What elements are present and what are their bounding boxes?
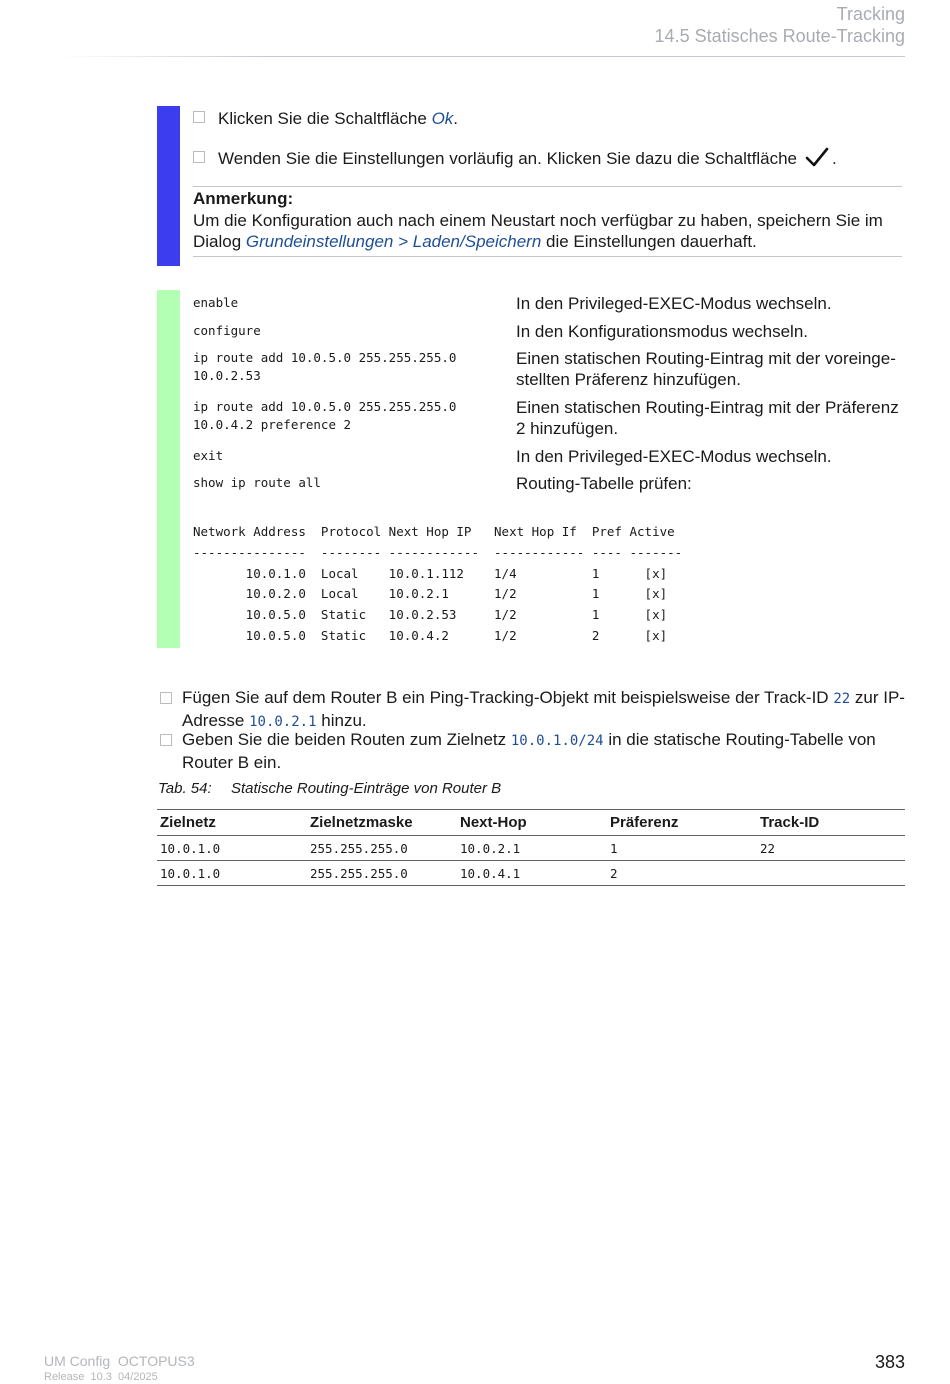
column-header: Zielnetzmaske — [307, 810, 457, 836]
table-cell: 10.0.1.0 — [157, 861, 307, 886]
step-text: Wenden Sie die Einstellungen vorläufig an. Klicken Sie dazu die Schaltfläche — [218, 149, 797, 168]
table-header-row — [157, 810, 905, 836]
cli-command: exit — [193, 448, 224, 463]
note-rule-top — [193, 186, 902, 187]
checkbox-bullet-icon — [193, 151, 205, 163]
running-header — [655, 3, 905, 47]
table-cell — [757, 861, 905, 886]
cli-description: Einen statischen Routing-Eintrag mit der voreinge-stellten Präferenz hinzufügen. — [516, 349, 896, 389]
page-number: 383 — [874, 1352, 905, 1372]
column-header: Präferenz — [607, 810, 757, 836]
cli-description: In den Privileged-EXEC-Modus wechseln. — [516, 294, 832, 313]
table-row — [157, 836, 905, 861]
table-cell: 2 — [607, 861, 757, 886]
step-suffix: . — [453, 109, 459, 128]
step-apply — [193, 147, 837, 173]
route-table-output: Network Address Protocol Next Hop IP Next Hop If Pref Active --------------- -------- ------------ ------------ ---- ------- 10.0.1.0 Local 10.0.1.112 1/4 1 [x] 10.0.2.0 Local 10.0.2.1 1/2 1 [x] 10.0.5.0 Static 10.0.2.53 1/2 1 [x] 10.0.5.0 Static 10.0.4.2 1/2 2 [x] — [193, 524, 683, 643]
ip-address-link[interactable]: 10.0.2.1 — [249, 714, 317, 730]
table-caption — [158, 779, 501, 799]
cli-command: ip route add 10.0.5.0 255.255.255.0 10.0.4.2 preference 2 — [193, 399, 457, 432]
cli-command: ip route add 10.0.5.0 255.255.255.0 10.0.2.53 — [193, 350, 457, 383]
checkbox-bullet-icon — [160, 692, 172, 704]
static-routes-table — [157, 809, 905, 886]
table-cell: 10.0.1.0 — [157, 836, 307, 861]
footer-doc-info — [44, 1353, 195, 1384]
item-text: Fügen Sie auf dem Router B ein Ping-Tracking-Objekt mit beispielsweise der Track-ID 22 zur IP-Adresse 10.0.2.1 hinzu. — [182, 688, 905, 730]
checkbox-bullet-icon — [160, 734, 172, 746]
column-header: Track-ID — [757, 810, 905, 836]
table-cell: 255.255.255.0 — [307, 836, 457, 861]
item-text: Geben Sie die beiden Routen zum Zielnetz 10.0.1.0/24 in die statische Routing-Tabelle von Router B ein. — [182, 730, 876, 772]
table-cell: 10.0.2.1 — [457, 836, 607, 861]
header-section: 14.5 Statisches Route-Tracking — [654, 26, 905, 46]
column-header: Next-Hop — [457, 810, 607, 836]
instruction-note-block — [157, 106, 905, 266]
header-rule — [60, 56, 905, 57]
table-cell: 1 — [607, 836, 757, 861]
note-title: Anmerkung: — [193, 189, 294, 208]
ok-link[interactable]: Ok — [431, 109, 454, 128]
note-rule-bottom — [193, 256, 902, 257]
list-item-routes — [158, 729, 908, 773]
list-item-tracking-object — [158, 687, 908, 733]
settings-dialog-link[interactable]: Grundeinstellungen > Laden/Speichern — [245, 232, 542, 251]
table-cell: 22 — [757, 836, 905, 861]
cli-description: In den Konfigurationsmodus wechseln. — [516, 322, 809, 341]
note-accent-bar — [157, 106, 180, 266]
step-click-ok — [193, 108, 458, 130]
cli-command: show ip route all — [193, 475, 321, 490]
footer-release: Release 10.3 04/2025 — [44, 1371, 158, 1383]
track-id-link[interactable]: 22 — [833, 691, 851, 707]
cli-description: In den Privileged-EXEC-Modus wechseln. — [516, 447, 832, 466]
step-suffix: . — [832, 149, 837, 168]
checkmark-icon[interactable] — [805, 147, 829, 173]
cli-command: enable — [193, 295, 239, 310]
cli-accent-bar — [157, 290, 180, 648]
step-text: Klicken Sie die Schaltfläche — [218, 109, 432, 128]
cli-command: configure — [193, 323, 261, 338]
checkbox-bullet-icon — [193, 111, 205, 123]
target-network-link[interactable]: 10.0.1.0/24 — [510, 733, 604, 749]
footer-doc-title: UM Config OCTOPUS3 — [44, 1353, 195, 1369]
cli-block — [157, 290, 905, 648]
table-cell: 255.255.255.0 — [307, 861, 457, 886]
caption-label: Tab. 54: — [158, 780, 212, 797]
header-chapter: Tracking — [836, 4, 905, 24]
caption-text: Statische Routing-Einträge von Router B — [231, 780, 502, 797]
table-cell: 10.0.4.1 — [457, 861, 607, 886]
table-row — [157, 861, 905, 886]
column-header: Zielnetz — [157, 810, 307, 836]
cli-description: Einen statischen Routing-Eintrag mit der Präferenz 2 hinzufügen. — [516, 398, 899, 438]
note-text: Um die Konfiguration auch nach einem Neustart noch verfügbar zu haben, speichern Sie im Dialog Grundeinstellungen > Laden/Speichern die Einstellungen dauerhaft. — [193, 211, 883, 251]
cli-description: Routing-Tabelle prüfen: — [516, 474, 692, 493]
